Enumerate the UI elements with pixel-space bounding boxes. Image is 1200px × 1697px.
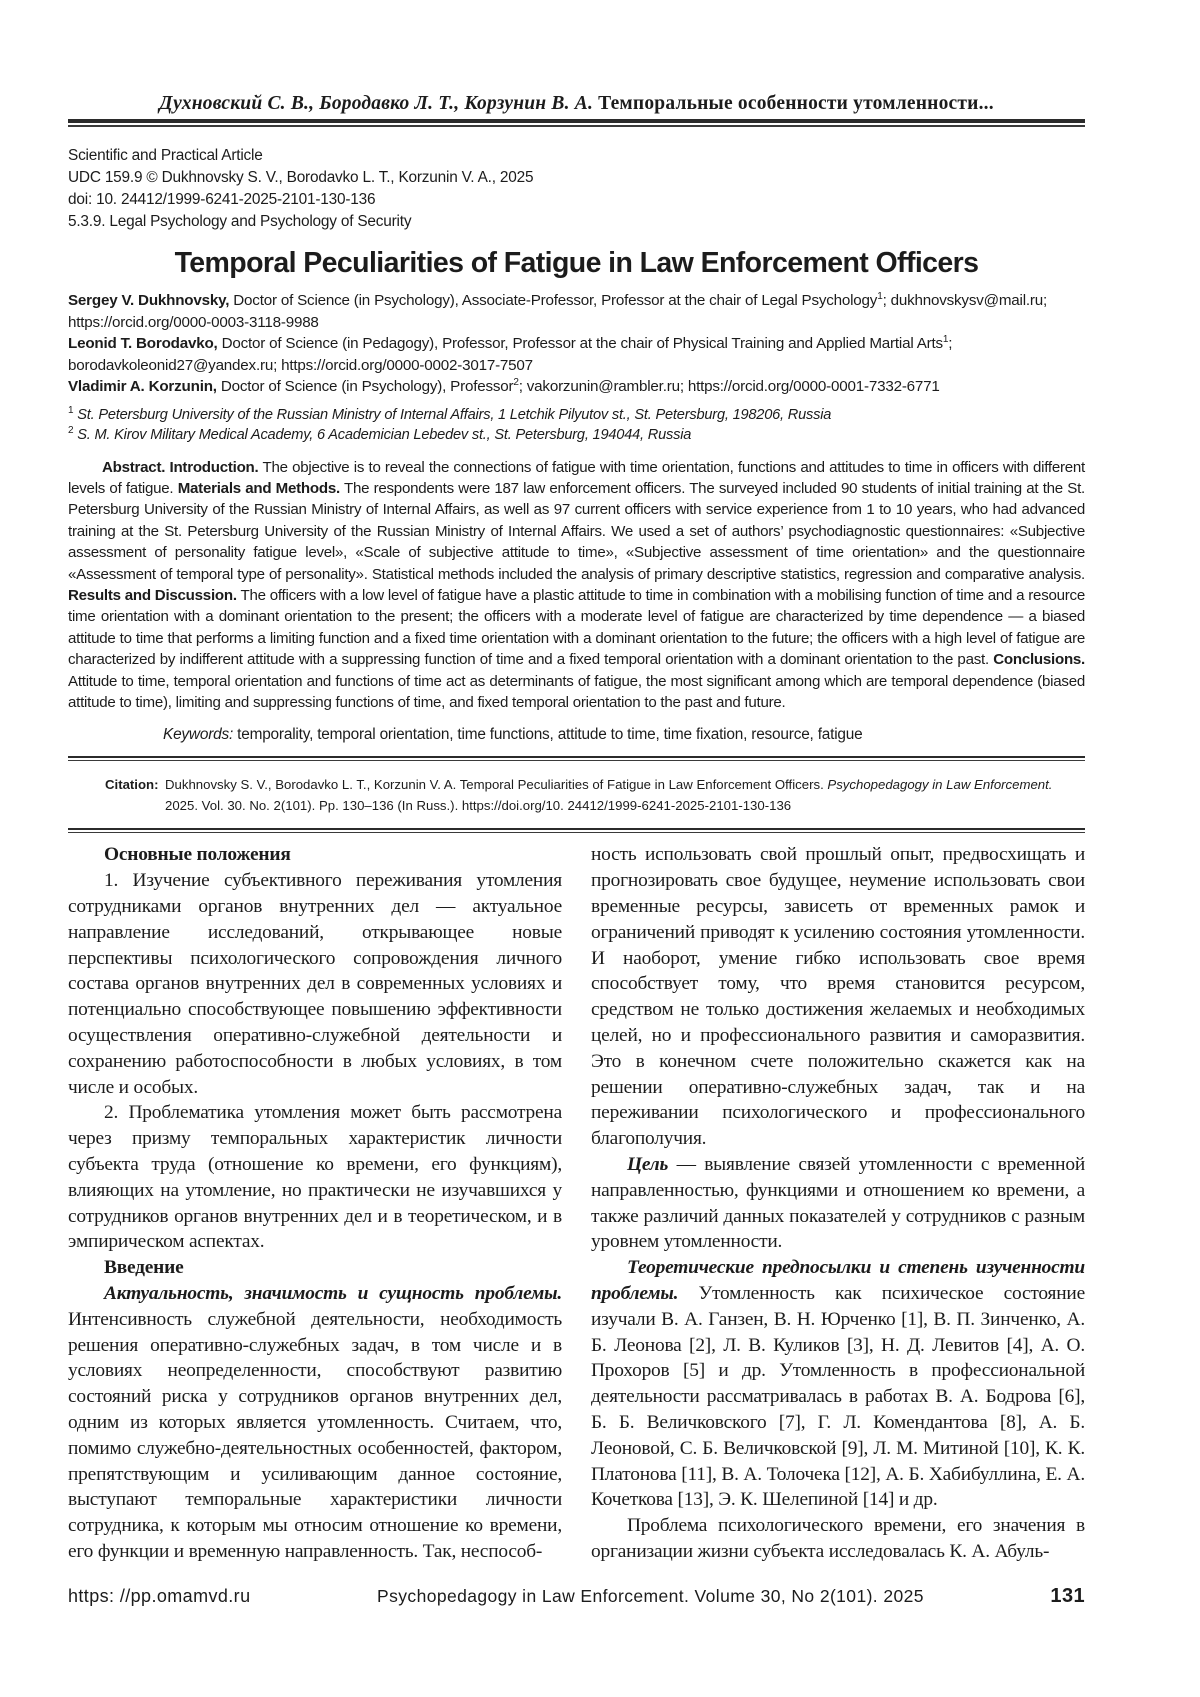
left-column <box>68 842 562 1562</box>
affiliation-text: S. M. Kirov Military Medical Academy, 6 Academician Lebedev st., St. Petersburg, 194044, Russia <box>73 427 692 443</box>
udc-line: UDC 159.9 © Dukhnovsky S. V., Borodavko L. T., Korzunin V. A., 2025 <box>68 169 534 186</box>
affiliations-block <box>68 405 1085 446</box>
author-contacts: ; borodavkoleonid27@yandex.ru; https://orcid.org/0000-0002-3017-7507 <box>68 335 953 374</box>
body-paragraph: ность использовать свой прошлый опыт, предвосхищать и прогнозировать свое будущее, неумение использовать свои временные ресурсы, зависеть от временных рамок и ограничений приводят к усилению состояния утомленности. И наоборот, умение гибко использовать свое время способствует тому, что время становится ресурсом, средством не только достижения желаемых и необходимых целей, но и профессионального развития и саморазвития. Это в конечном счете положительно скажется как на решении оперативно-служебных задач, так и на переживании психологического и профессионального благополучия. <box>591 844 1085 1150</box>
abstract-text: The respondents were 187 law enforcement officers. The surveyed included 90 students of initial training at the St. Petersburg University of the Russian Ministry of Internal Affairs, as well as 97 current officers with service experience from 1 to 10 years, who had advanced training at the St. Petersburg University of the Russian Ministry of Internal Affairs. We used a set of authors’ psychodiagnostic questionnaires: «Subjective assessment of personality fatigue level», «Scale of subjective attitude to time», «Subjective assessment of time orientation» and the questionnaire «Assessment of temporal type of personality». Statistical methods included the analysis of primary descriptive statistics, regression and comparative analysis. <box>68 479 1085 583</box>
affiliation-marker: 2 <box>513 376 519 388</box>
author-line <box>68 376 1085 398</box>
body-paragraph: Проблема психологического времени, его значения в организации жизни субъекта исследовалась К. А. Абуль- <box>591 1515 1085 1562</box>
doi-line: doi: 10. 24412/1999-6241-2025-2101-130-136 <box>68 191 376 208</box>
author-line <box>68 290 1085 333</box>
paragraph-text: — выявление связей утомленности с временной направленностью, функциями и отношением ко времени, а также различий данных показателей у сотрудников с разным уровнем утомленности. <box>591 1153 1085 1253</box>
paragraph-lead: Цель <box>627 1153 669 1175</box>
section-heading: Основные положения <box>104 844 291 866</box>
affiliation-marker: 1 <box>68 404 74 416</box>
author-role: Doctor of Science (in Psychology), Professor <box>216 378 514 395</box>
page-footer <box>68 1585 1085 1608</box>
abstract <box>68 457 1085 714</box>
article-title: Temporal Peculiarities of Fatigue in Law Enforcement Officers <box>174 247 979 279</box>
running-head <box>68 0 1085 115</box>
section-heading: Введение <box>104 1257 184 1279</box>
affiliation-text: St. Petersburg University of the Russian Ministry of Internal Affairs, 1 Letchik Pilyutov st., St. Petersburg, 198206, Russia <box>73 406 832 423</box>
author-role: Doctor of Science (in Psychology), Associate-Professor, Professor at the chair of Legal Psychology <box>229 292 878 309</box>
article-type-line: Scientific and Practical Article <box>68 147 263 164</box>
body-paragraph: 1. Изучение субъективного переживания утомления сотрудниками органов внутренних дел — актуальное направление исследований, открывающее новые перспективы психологического сопровождения личного состава органов внутренних дел в современных условиях и потенциально способствующее повышению эффективности осуществления оперативно-служебной деятельности и сохранению работоспособности в любых условиях, в том числе и особых. <box>68 870 562 1098</box>
section-line: 5.3.9. Legal Psychology and Psychology of Security <box>68 213 412 230</box>
body-paragraph <box>591 1152 1085 1255</box>
abstract-subheading: Results and Discussion. <box>68 586 237 604</box>
author-role: Doctor of Science (in Pedagogy), Professor, Professor at the chair of Physical Training and Applied Martial Arts <box>217 335 943 352</box>
body-paragraph <box>68 1281 562 1565</box>
page-number: 131 <box>1050 1585 1085 1607</box>
abstract-text: Attitude to time, temporal orientation and functions of time act as determinants of fatigue, the most significant among which are temporal dependence (biased attitude to time), limiting and suppressing functions of time, and fixed temporal orientation to the past and future. <box>68 672 1085 711</box>
affiliation-marker: 1 <box>877 290 883 302</box>
affiliation-line <box>68 425 1085 446</box>
citation-label: Citation: <box>105 777 159 793</box>
paragraph-text: Интенсивность служебной деятельности, необходимость решения оперативно-служебных задач, в том числе и в условиях неопределенности, способствуют развитию состояний риска у сотрудников органов внутренних дел, одним из которых является утомленность. Считаем, что, помимо служебно-деятельностных особенностей, фактором, препятствующим и усиливающим данное состояние, выступают темпоральные характеристики личности сотрудника, к которым мы относим отношение ко времени, его функции и временную направленность. Так, неспособ- <box>68 1308 562 1562</box>
author-name: Leonid T. Borodavko, <box>68 335 218 352</box>
right-column <box>591 842 1085 1562</box>
citation-text <box>157 774 1075 816</box>
article-body <box>68 842 1085 1562</box>
keywords-label: Keywords: <box>163 726 234 744</box>
journal-url: https: //pp.omamvd.ru <box>68 1586 251 1606</box>
affiliation-marker: 2 <box>68 425 74 437</box>
abstract-text: The objective is to reveal the connections of fatigue with time orientation, functions and attitudes to time in officers with different levels of fatigue. <box>68 458 1086 497</box>
paragraph-lead: Теоретические предпосылки и степень изученности проблемы. <box>591 1257 1085 1304</box>
authors-block <box>68 290 1085 398</box>
paragraph-text: Утомленность как психическое состояние изучали В. А. Ганзен, В. Н. Юрченко [1], В. П. Зинченко, А. Б. Леонова [2], Л. В. Куликов [3], Н. Д. Левитов [4], А. О. Прохоров [5] и др. Утомленность в профессиональной деятельности рассматривалась в работах В. А. Бодрова [6], Б. Б. Величковского [7], Г. Л. Комендантова [8], А. Б. Леоновой, С. Б. Величковской [9], Л. М. Митиной [10], К. К. Платонова [11], В. А. Толочека [12], А. Б. Хабибуллина, Е. А. Кочеткова [13], Э. К. Шелепиной [14] и др. <box>591 1282 1085 1511</box>
citation-bottom-rule <box>68 828 1085 833</box>
abstract-heading: Abstract. Introduction. <box>102 458 259 476</box>
author-name: Vladimir A. Korzunin, <box>68 378 217 395</box>
body-paragraph <box>591 1255 1085 1513</box>
journal-volume-line: Psychopedagogy in Law Enforcement. Volume 30, No 2(101). 2025 <box>377 1586 924 1606</box>
citation-issue: 2025. Vol. 30. No. 2(101). Pp. 130–136 (In Russ.). https://doi.org/10. 24412/1999-6241-2025-2101-130-136 <box>165 798 792 814</box>
citation-block <box>68 761 1085 828</box>
citation-journal: Psychopedagogy in Law Enforcement. <box>827 777 1053 793</box>
body-paragraph: 2. Проблематика утомления может быть рассмотрена через призму темпоральных характеристик личности субъекта труда (отношение ко времени, его функциям), влияющих на утомление, но практически не изучавшихся у сотрудников органов внутренних дел и в теоретическом, и в эмпирическом аспектах. <box>68 1102 562 1253</box>
abstract-text: The officers with a low level of fatigue have a plastic attitude to time in combination with a mobilising function of time and a resource time orientation with a dominant orientation to the present; the officers with a moderate level of fatigue are characterized by time dependence — a biased attitude to time that performs a limiting function and a fixed time orientation with a dominant orientation to the future; the officers with a high level of fatigue are characterized by indifferent attitude with a suppressing function of time and a fixed temporal orientation with a dominant orientation to the past. <box>68 586 1086 669</box>
running-head-title: Темпоральные особенности утомленности... <box>593 93 994 114</box>
author-line <box>68 333 1085 376</box>
citation-authors: Dukhnovsky S. V., Borodavko L. T., Korzunin V. A. Temporal Peculiarities of Fatigue in Law Enforcement Officers. <box>165 777 828 793</box>
front-matter <box>68 145 1085 233</box>
author-contacts: ; vakorzunin@rambler.ru; https://orcid.org/0000-0001-7332-6771 <box>518 378 940 395</box>
author-contacts: ; dukhnovskysv@mail.ru; https://orcid.org/0000-0003-3118-9988 <box>68 292 1048 331</box>
keywords-text: temporality, temporal orientation, time functions, attitude to time, time fixation, resource, fatigue <box>233 726 863 744</box>
header-rule <box>68 119 1085 127</box>
affiliation-marker: 1 <box>942 333 949 345</box>
paragraph-lead: Актуальность, значимость и сущность проблемы. <box>104 1282 562 1304</box>
affiliation-line <box>68 405 1085 426</box>
keywords-line <box>163 726 1085 744</box>
author-name: Sergey V. Dukhnovsky, <box>68 292 230 309</box>
abstract-subheading: Materials and Methods. <box>177 479 340 497</box>
running-head-authors: Духновский С. В., Бородавко Л. Т., Корзунин В. А. <box>159 93 594 114</box>
abstract-subheading: Conclusions. <box>993 651 1085 669</box>
